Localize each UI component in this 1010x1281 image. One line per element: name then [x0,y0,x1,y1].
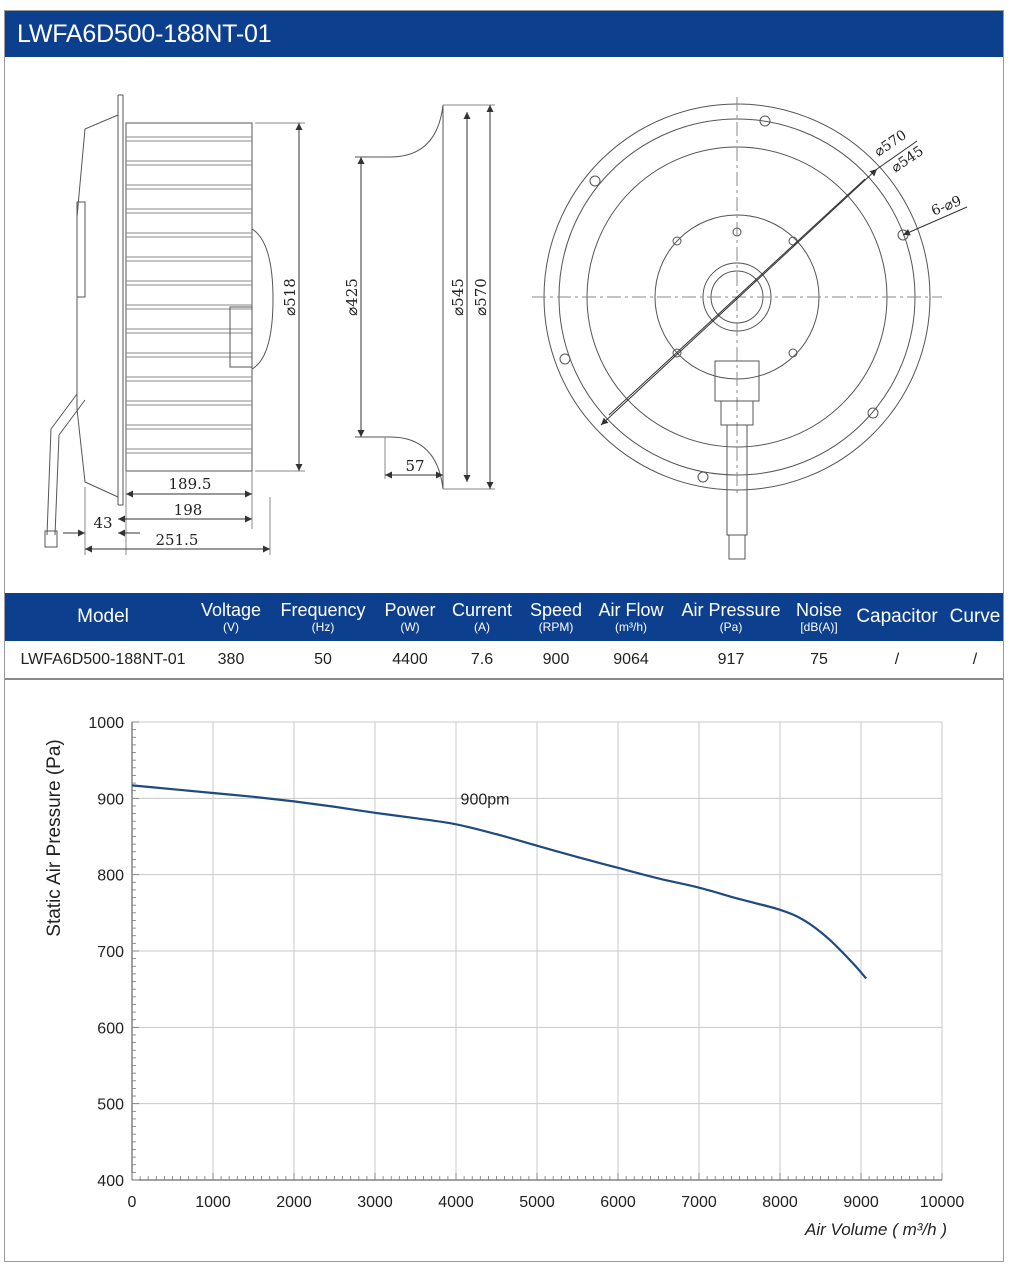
header-current: Current (A) [451,599,513,634]
page-title: LWFA6D500-188NT-01 [5,11,1003,57]
y-tick-label: 1000 [88,715,124,732]
y-axis-label: Static Air Pressure (Pa) [44,739,65,937]
chart-grid [132,722,942,1180]
header-noise: Noise [dB(A)] [795,599,843,634]
dim-side-diameter: ⌀518 [281,278,299,316]
cell-air-flow: 9064 [613,651,649,668]
x-tick-label: 10000 [919,1194,965,1211]
cell-curve: / [972,651,978,668]
x-tick-label: 4000 [438,1194,474,1211]
y-tick-label: 500 [97,1096,124,1114]
x-tick-label: 1000 [195,1194,231,1211]
chart-series [132,785,866,978]
header-air-pressure: Air Pressure (Pa) [681,599,781,634]
dim-section-mid: ⌀545 [449,278,467,316]
series-line [132,785,866,978]
cell-speed: 900 [542,651,570,668]
x-tick-label: 8000 [762,1194,798,1211]
cell-power: 4400 [392,651,428,668]
spec-table-header [5,593,1003,641]
cell-noise: 75 [810,651,828,668]
dim-side-total: 251.5 [155,531,199,549]
dim-side-length-1: 189.5 [168,475,212,493]
dimension-drawing [5,57,1003,593]
cell-frequency: 50 [314,651,332,668]
dim-front-outer: ⌀570 [871,127,910,161]
y-tick-label: 400 [97,1173,124,1190]
header-model: Model [77,606,129,627]
cell-voltage: 380 [217,651,245,668]
header-frequency: Frequency (Hz) [280,599,366,634]
cell-model: LWFA6D500-188NT-01 [20,651,186,668]
cell-air-pressure: 917 [717,651,745,668]
x-tick-label: 6000 [600,1194,636,1211]
header-speed: Speed (RPM) [529,599,583,634]
y-tick-label: 700 [97,944,124,961]
header-curve: Curve [949,606,1001,627]
dim-front-bolt-circle: ⌀545 [888,143,927,177]
dim-section-inlet: ⌀425 [343,278,361,316]
dim-side-offset: 43 [93,514,113,532]
y-tick-label: 600 [97,1020,124,1038]
x-tick-label: 7000 [681,1194,717,1211]
x-tick-label: 5000 [519,1194,555,1211]
header-air-flow: Air Flow (m³/h) [598,599,664,634]
performance-chart [5,680,1003,1260]
chart-y-tick-labels [88,715,124,1190]
x-tick-label: 0 [127,1194,137,1211]
x-axis-label: Air Volume ( m³/h ) [804,1220,947,1239]
chart-x-tick-labels [128,1194,965,1211]
dim-side-length-2: 198 [173,501,203,519]
x-tick-label: 2000 [276,1194,312,1211]
curve-annotation: 900pm [460,791,510,809]
spec-table-row [5,641,1003,680]
x-tick-label: 9000 [843,1194,879,1211]
dim-section-depth: 57 [405,457,425,475]
dim-front-holes: 6-⌀9 [929,193,964,220]
header-power: Power (W) [384,599,436,634]
y-tick-label: 900 [97,791,124,809]
header-voltage: Voltage (V) [200,599,262,634]
header-capacitor: Capacitor [856,606,938,627]
cell-current: 7.6 [470,651,494,668]
dim-section-outer: ⌀570 [472,278,490,316]
x-tick-label: 3000 [357,1194,393,1211]
y-tick-label: 800 [97,867,124,885]
cell-capacitor: / [894,651,900,668]
